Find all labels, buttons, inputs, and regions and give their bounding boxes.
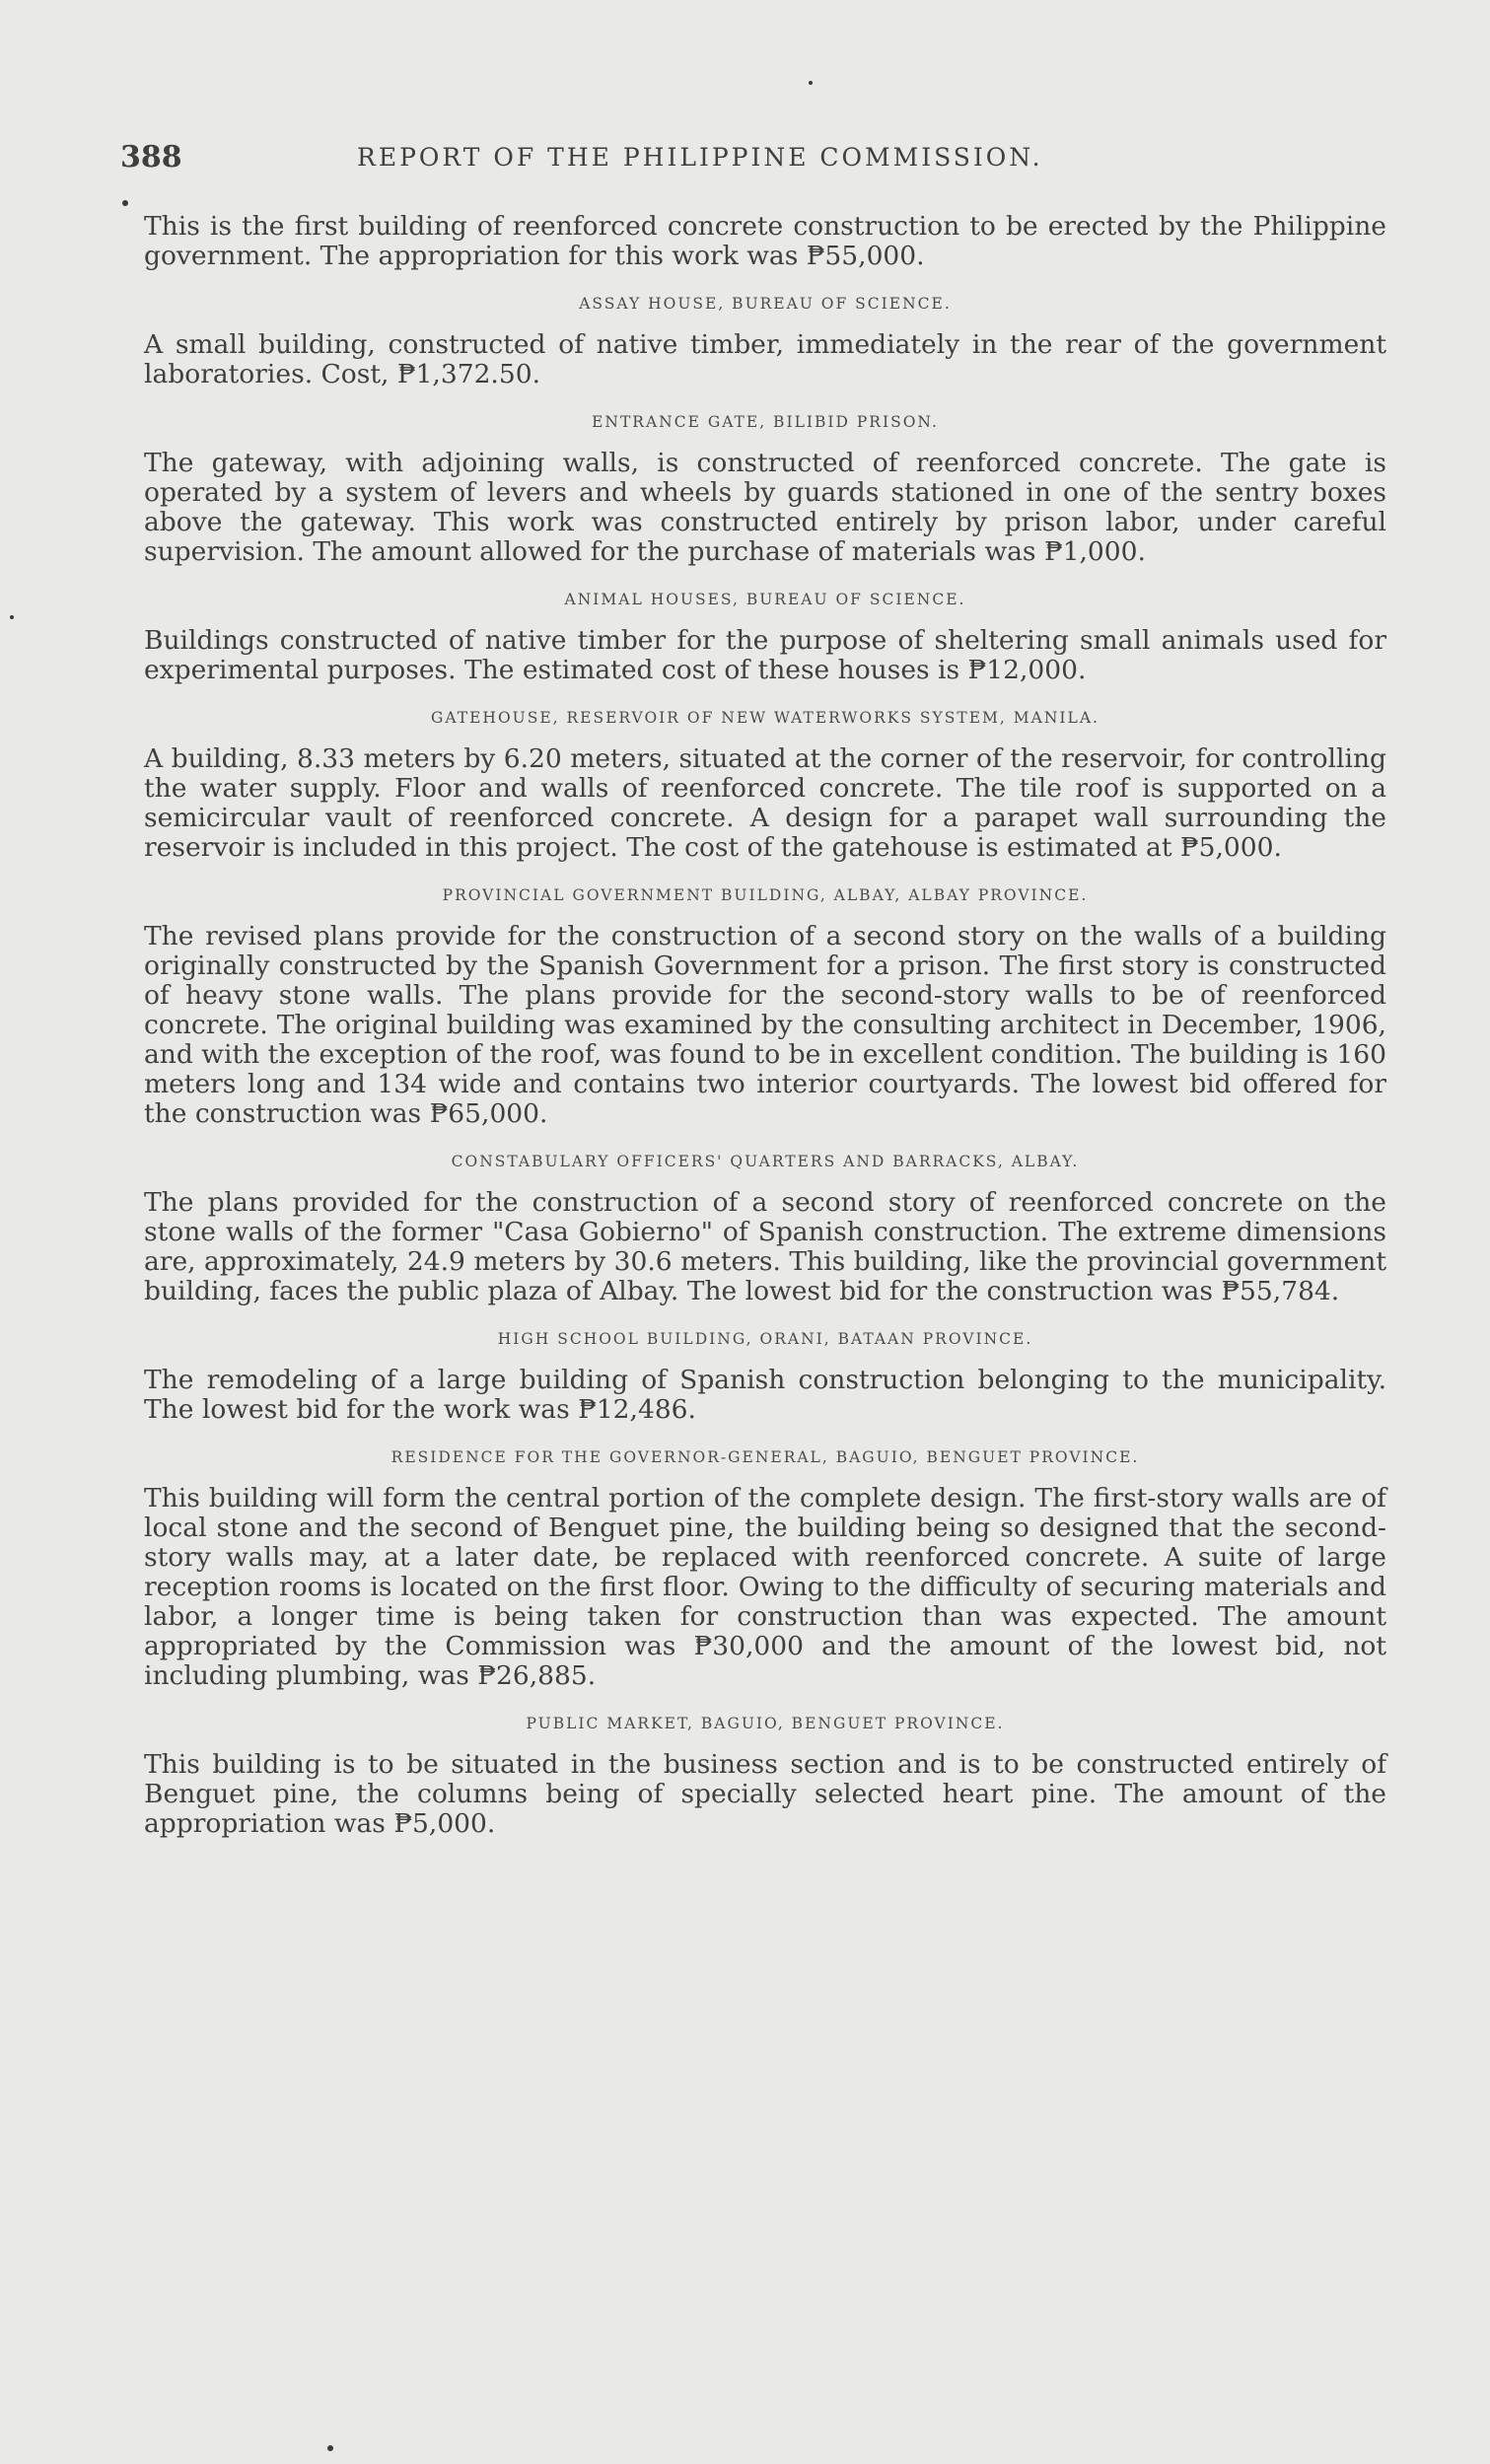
section-heading: HIGH SCHOOL BUILDING, ORANI, BATAAN PROVINCE. xyxy=(497,1330,1033,1348)
section-paragraph: The revised plans provide for the construction of a second story on the walls of a building originally constructed by the Spanish Government for a prison. The first story is constructed of heavy stone walls. The plans provide for the second-story walls to be of reenforced concrete. The original building was examined by the consulting architect in December, 1906, and with the exception of the roof, was found to be in excellent condition. The building is 160 meters long and 134 wide and contains two interior courtyards. The lowest bid offered for the construction was ₱65,000. xyxy=(144,921,1386,1129)
section-heading: ENTRANCE GATE, BILIBID PRISON. xyxy=(592,413,939,431)
section-paragraph: Buildings constructed of native timber for the purpose of sheltering small animals used for experimental purposes. The estimated cost of these houses is ₱12,000. xyxy=(144,625,1386,685)
ink-speck xyxy=(327,2445,333,2451)
section-paragraph: The gateway, with adjoining walls, is constructed of reenforced concrete. The gate is operated by a system of levers and wheels by guards stationed in one of the sentry boxes above the gateway. This work was constructed entirely by prison labor, under careful supervision. The amount allowed for the purchase of materials was ₱1,000. xyxy=(144,448,1386,567)
section-paragraph: The plans provided for the construction of a second story of reenforced concrete on the stone walls of the former "Casa Gobierno" of Spanish construction. The extreme dimensions are, approximately, 24.9 meters by 30.6 meters. This building, like the provincial government building, faces the public plaza of Albay. The lowest bid for the construction was ₱55,784. xyxy=(144,1187,1386,1306)
section-heading: GATEHOUSE, RESERVOIR OF NEW WATERWORKS SYSTEM, MANILA. xyxy=(431,709,1100,727)
section-paragraph: This building will form the central portion of the complete design. The first-story walls are of local stone and the second of Benguet pine, the building being so designed that the second-story walls may, at a later date, be replaced with reenforced concrete. A suite of large reception rooms is located on the first floor. Owing to the difficulty of securing materials and labor, a longer time is being taken for construction than was expected. The amount appropriated by the Commission was ₱30,000 and the amount of the lowest bid, not including plumbing, was ₱26,885. xyxy=(144,1483,1386,1691)
section-paragraph: A building, 8.33 meters by 6.20 meters, situated at the corner of the reservoir, for controlling the water supply. Floor and walls of reenforced concrete. The tile roof is supported on a semicircular vault of reenforced concrete. A design for a parapet wall surrounding the reservoir is included in this project. The cost of the gatehouse is estimated at ₱5,000. xyxy=(144,743,1386,863)
section-heading: ANIMAL HOUSES, BUREAU OF SCIENCE. xyxy=(564,591,966,608)
section-heading: ASSAY HOUSE, BUREAU OF SCIENCE. xyxy=(579,295,952,313)
ink-speck xyxy=(122,200,128,206)
page-header xyxy=(120,140,1402,179)
ink-speck xyxy=(10,615,14,619)
section-heading: PROVINCIAL GOVERNMENT BUILDING, ALBAY, ALBAY PROVINCE. xyxy=(442,886,1089,904)
section-heading: RESIDENCE FOR THE GOVERNOR-GENERAL, BAGUIO, BENGUET PROVINCE. xyxy=(390,1448,1140,1466)
section-heading: CONSTABULARY OFFICERS' QUARTERS AND BARRACKS, ALBAY. xyxy=(451,1153,1080,1170)
page-body xyxy=(144,212,1386,1839)
intro-paragraph: This is the first building of reenforced concrete construction to be erected by the Philippine government. The appropriation for this work was ₱55,000. xyxy=(144,211,1386,271)
section-heading: PUBLIC MARKET, BAGUIO, BENGUET PROVINCE. xyxy=(526,1715,1005,1732)
ink-speck xyxy=(809,81,813,85)
running-title: REPORT OF THE PHILIPPINE COMMISSION. xyxy=(357,143,1043,172)
page-number: 388 xyxy=(120,140,182,175)
section-paragraph: The remodeling of a large building of Spanish construction belonging to the municipality. The lowest bid for the work was ₱12,486. xyxy=(144,1365,1386,1425)
section-paragraph: This building is to be situated in the business section and is to be constructed entirely of Benguet pine, the columns being of specially selected heart pine. The amount of the appropriation was ₱5,000. xyxy=(144,1749,1386,1839)
section-paragraph: A small building, constructed of native timber, immediately in the rear of the government laboratories. Cost, ₱1,372.50. xyxy=(144,329,1386,389)
